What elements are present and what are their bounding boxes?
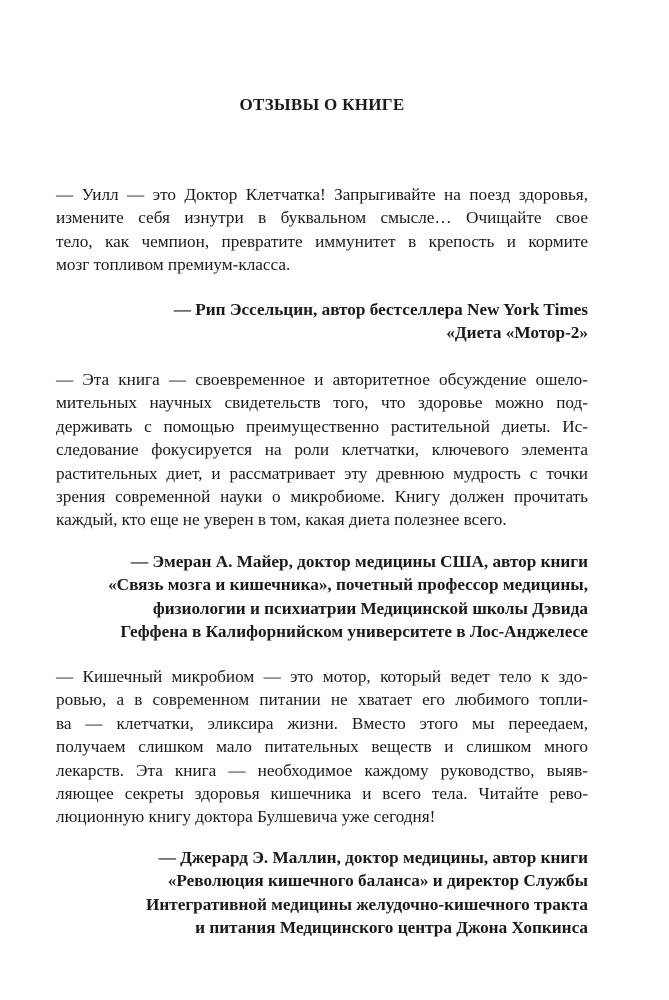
author-line: — Эмеран А. Майер, доктор медицины США, автор книги — [130, 552, 588, 571]
author-line: «Связь мозга и кишечника», почетный профессор медицины, — [108, 575, 588, 595]
review-line: следование фокусируется на роли клетчатки, ключевого элемента — [56, 440, 588, 460]
review-line: каждый, кто еще не уверен в том, какая диета полезнее всего. — [56, 510, 507, 530]
author-line: «Диета «Мотор-2» — [446, 323, 588, 343]
author-line: и питания Медицинского центра Джона Хопкинса — [195, 918, 588, 938]
author-line: — Рип Эссельцин, автор бестселлера New York Times — [173, 300, 588, 319]
review-line: получаем слишком мало питательных веществ и слишком много — [56, 737, 588, 757]
review-author-3 — [56, 846, 588, 940]
author-line: физиологии и психиатрии Медицинской школы Дэвида — [152, 598, 588, 618]
review-line: мозг топливом премиум-класса. — [56, 255, 291, 275]
review-line: ровью, а в современном питании не хватает его любимого топли- — [56, 690, 588, 710]
review-line: тело, как чемпион, превратите иммунитет в крепость и кормите — [56, 231, 588, 251]
author-line: «Революция кишечного баланса» и директор Службы — [167, 871, 588, 891]
review-line: люционную книгу доктора Булшевича уже сегодня! — [56, 807, 436, 827]
review-line: — Эта книга — своевременное и авторитетное обсуждение ошело- — [56, 370, 588, 389]
review-line: ва — клетчатки, эликсира жизни. Вместо этого мы переедаем, — [56, 713, 588, 733]
review-line: мительных научных свидетельств того, что здоровье можно под- — [56, 393, 588, 413]
review-line: ляющее секреты здоровья кишечника и всего тела. Читайте рево- — [56, 784, 588, 804]
review-line: лекарств. Эта книга — необходимое каждому руководство, выяв- — [56, 760, 588, 780]
review-line: — Уилл — это Доктор Клетчатка! Запрыгивайте на поезд здоровья, — [56, 185, 588, 204]
author-line: Интегративной медицины желудочно-кишечного тракта — [145, 894, 588, 914]
author-line: Геффена в Калифорнийском университете в Лос-Анджелесе — [120, 622, 588, 642]
review-line: держивать с помощью преимущественно растительной диеты. Ис- — [56, 416, 588, 436]
review-line: растительных диет, и рассматривает эту древнюю мудрость с точки — [56, 463, 588, 483]
author-line: — Джерард Э. Маллин, доктор медицины, автор книги — [158, 848, 588, 867]
review-line: зрения современной науки о микробиоме. Книгу должен прочитать — [56, 487, 588, 507]
page-title: ОТЗЫВЫ О КНИГЕ — [239, 95, 405, 114]
review-line: измените себя изнутри в буквальном смысле… Очищайте свое — [56, 208, 588, 228]
review-text-3 — [56, 665, 588, 829]
review-text-1 — [56, 183, 588, 277]
review-line: — Кишечный микробиом — это мотор, который ведет тело к здо- — [56, 667, 588, 686]
review-text-2 — [56, 368, 588, 532]
review-author-2 — [56, 550, 588, 644]
review-author-1 — [56, 298, 588, 345]
